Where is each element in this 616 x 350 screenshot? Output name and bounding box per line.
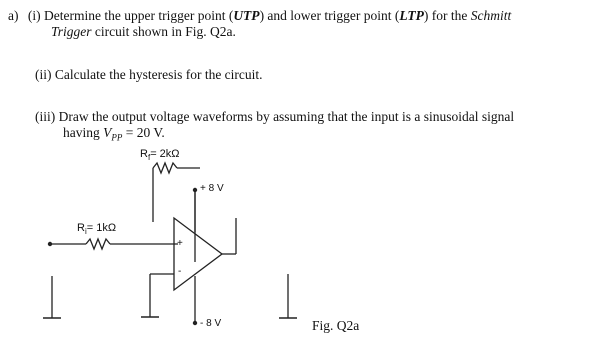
input-terminal (48, 242, 52, 246)
question-iii-line1: (iii) Draw the output voltage waveforms by assuming that the input is a sinusoidal signal (35, 109, 515, 124)
part-label: a) (8, 8, 19, 23)
part-i-text-3: ) for the (423, 8, 471, 23)
rf-label: $R_f= 2k\Omega$ (140, 148, 180, 163)
ri-resistor (86, 239, 110, 249)
part-i-text-1: Determine the upper trigger point ( (44, 8, 234, 23)
utp-term: UTP (233, 8, 260, 23)
ltp-term: LTP (399, 8, 424, 23)
part-i-text-2: ) and lower trigger point ( (259, 8, 400, 23)
vpos-terminal (193, 188, 197, 192)
vpp-symbol: $V_{PP}$ (103, 125, 123, 143)
question-ii: (ii) Calculate the hysteresis for the circuit. (35, 67, 263, 82)
trigger-term: Trigger (51, 24, 92, 39)
ri-label: $R_i= 1k\Omega$ (77, 222, 117, 237)
vpos-label: + 8 V (200, 183, 224, 194)
part-i-label: (i) (27, 8, 41, 23)
figure-caption: Fig. Q2a (312, 318, 360, 333)
opamp-plus-label: + (177, 238, 183, 249)
part-iii-text-2: = 20 V. (122, 125, 165, 140)
vneg-terminal (193, 321, 197, 325)
opamp-minus-label: - (178, 266, 182, 277)
part-i-text-4: circuit shown in Fig. Q2a. (91, 24, 236, 39)
vneg-label: - 8 V (200, 318, 222, 329)
part-iii-text-1: having (63, 125, 104, 140)
schmitt-term: Schmitt (470, 8, 512, 23)
